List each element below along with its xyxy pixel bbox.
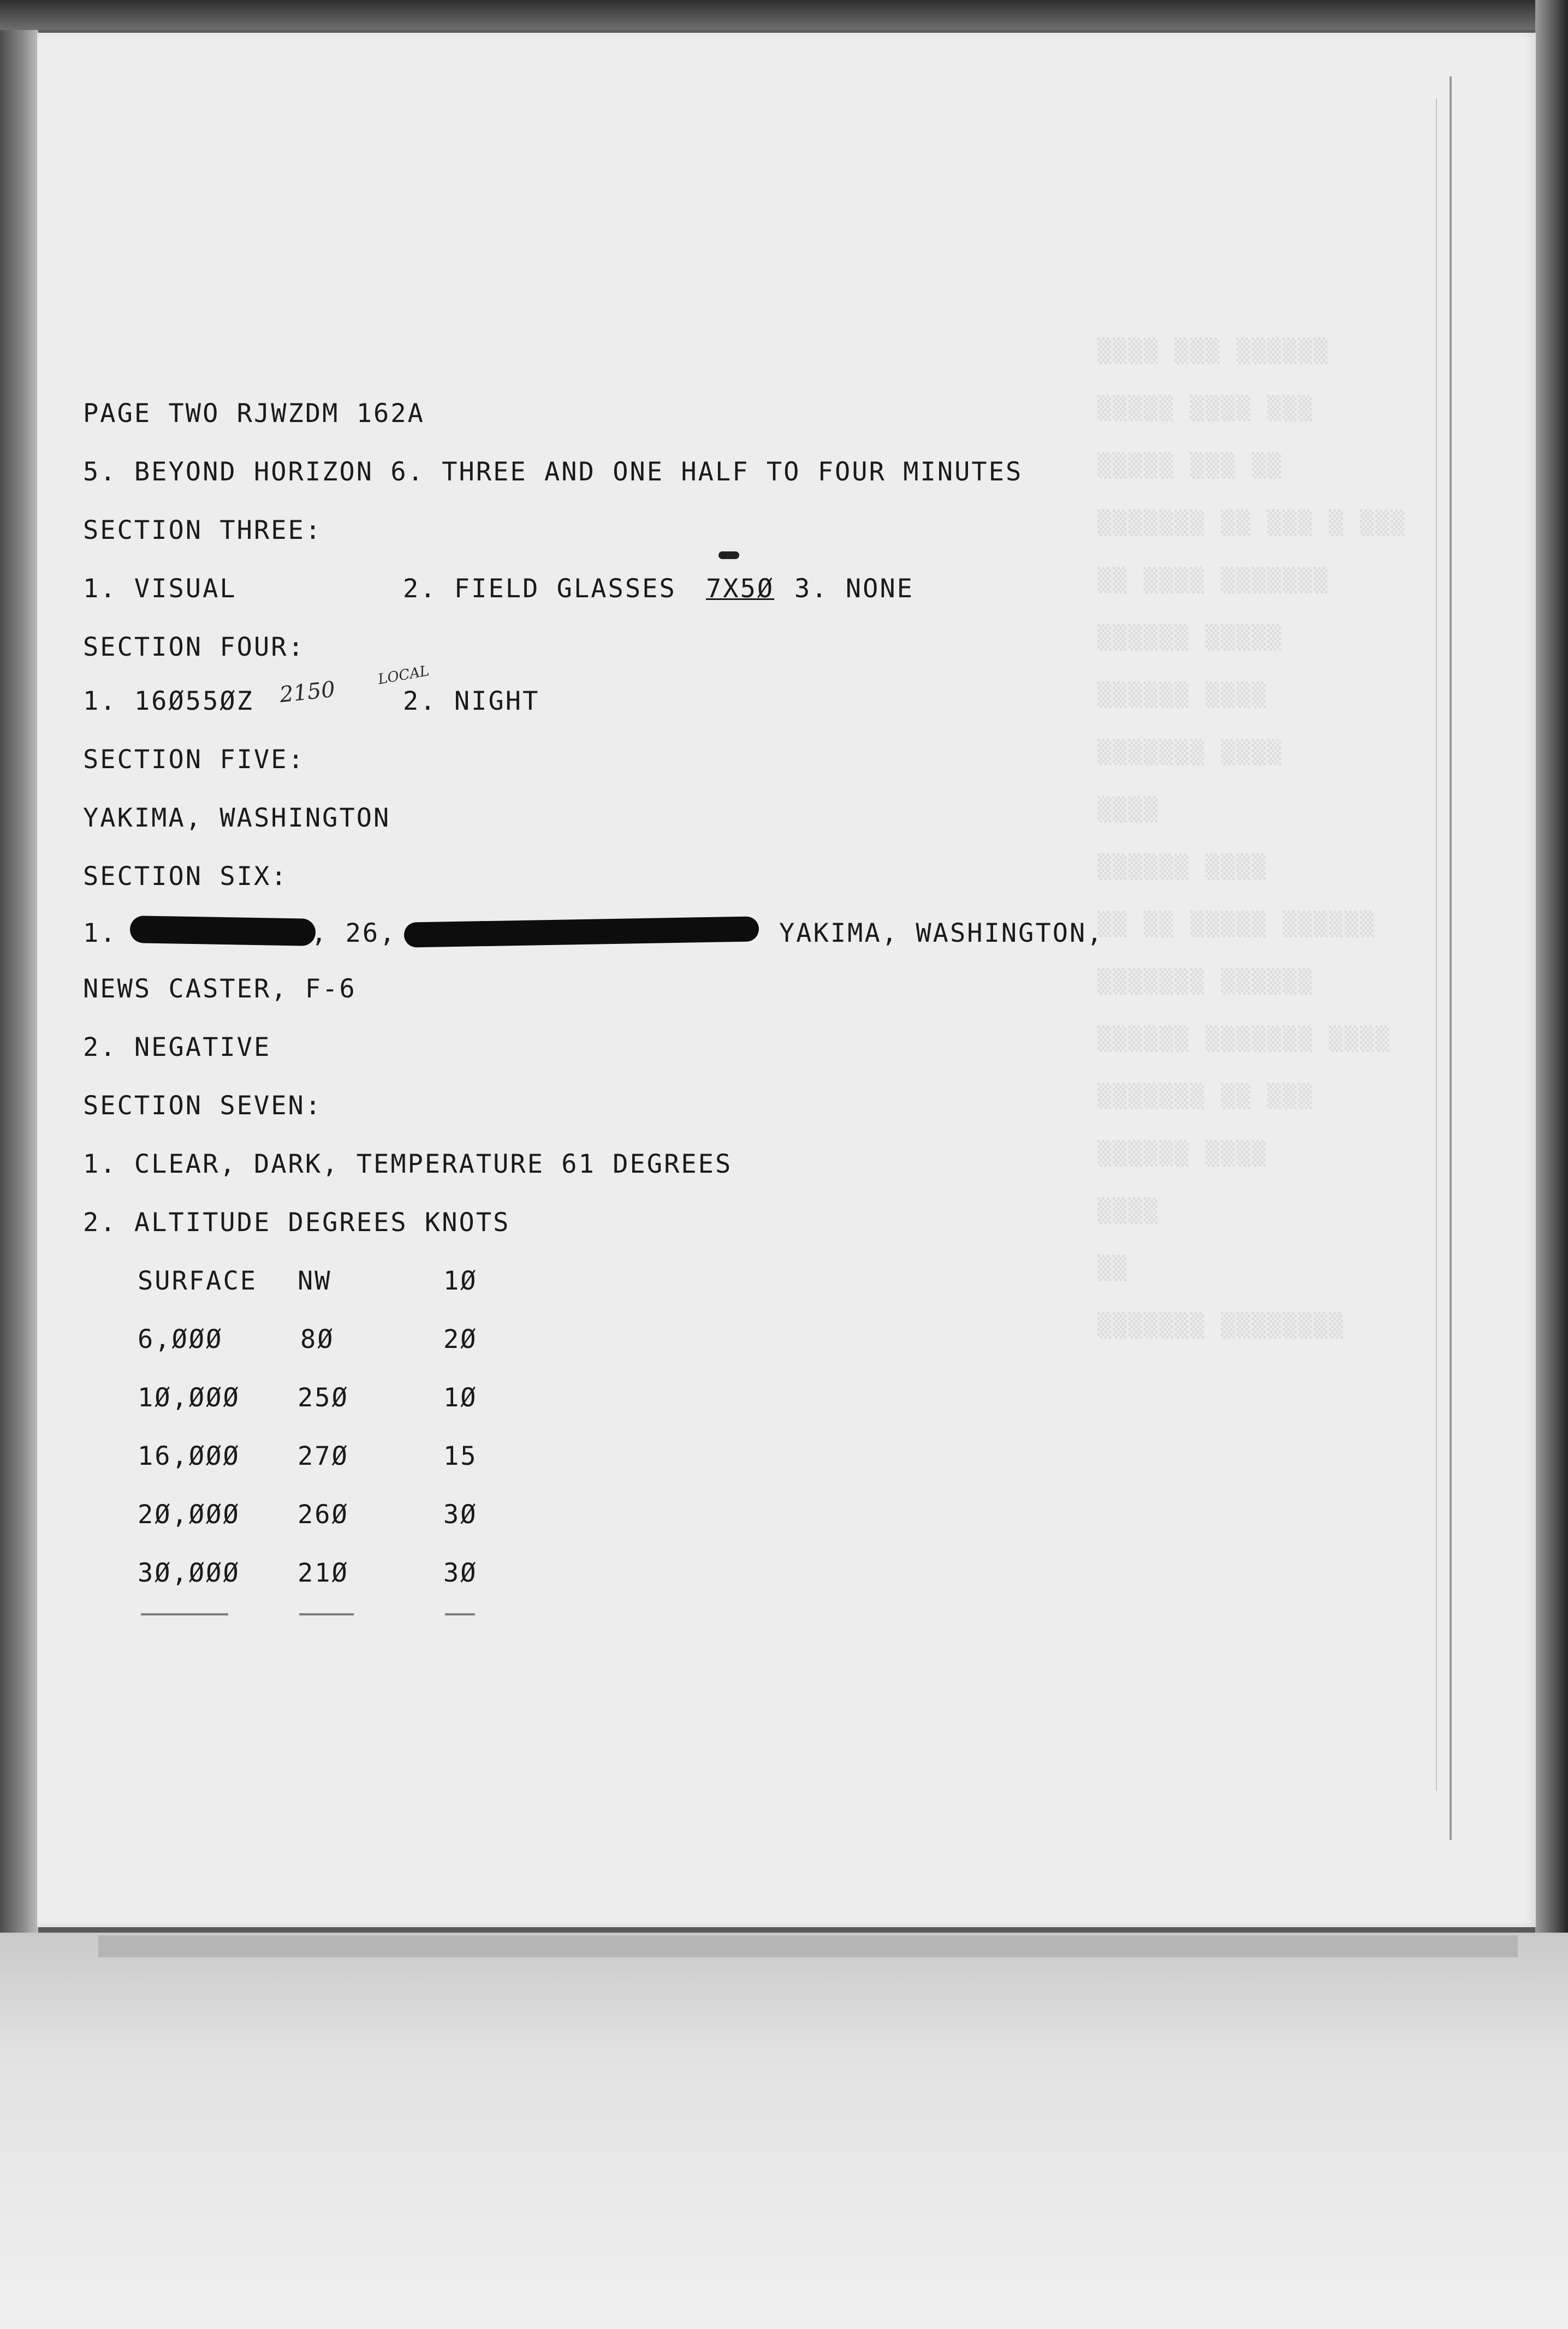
- s3-item-2-value: 7X5Ø: [706, 574, 775, 604]
- redaction-name: [130, 916, 316, 946]
- section-five-heading: SECTION FIVE:: [83, 745, 305, 775]
- s6-item-1-number: 1.: [83, 918, 117, 948]
- row-degrees: NW: [298, 1266, 332, 1296]
- row-knots: 1Ø: [443, 1266, 478, 1296]
- row-altitude: 16,ØØØ: [138, 1441, 240, 1471]
- section-seven-heading: SECTION SEVEN:: [83, 1091, 323, 1121]
- row-knots: 1Ø: [443, 1383, 478, 1413]
- s3-item-2-prefix: 2. FIELD GLASSES: [403, 574, 676, 604]
- scan-bottom-margin: [0, 1933, 1568, 2329]
- row-altitude: 6,ØØØ: [138, 1324, 223, 1354]
- cutoff-row-fragment: [445, 1613, 475, 1615]
- row-degrees: 27Ø: [298, 1441, 349, 1471]
- s5-location: YAKIMA, WASHINGTON: [83, 803, 391, 833]
- row-altitude: 1Ø,ØØØ: [138, 1383, 240, 1413]
- row-degrees: 8Ø: [300, 1324, 335, 1354]
- handwritten-local-time: 2150: [278, 676, 336, 708]
- s6-item-1-age: , 26,: [311, 918, 397, 948]
- section-six-heading: SECTION SIX:: [83, 862, 288, 892]
- cutoff-row-fragment: [141, 1613, 228, 1615]
- s7-item-2: 2. ALTITUDE DEGREES KNOTS: [83, 1208, 510, 1238]
- s4-item-1: 1. 16Ø55ØZ: [83, 686, 254, 716]
- row-altitude: SURFACE: [138, 1266, 258, 1296]
- ink-mark: [718, 551, 739, 559]
- row-knots: 15: [443, 1441, 478, 1471]
- section-four-heading: SECTION FOUR:: [83, 632, 305, 662]
- row-knots: 3Ø: [443, 1500, 478, 1530]
- row-knots: 2Ø: [443, 1324, 478, 1354]
- row-knots: 3Ø: [443, 1558, 478, 1588]
- cutoff-row-fragment: [299, 1613, 354, 1615]
- row-degrees: 26Ø: [298, 1500, 349, 1530]
- scan-top-edge: [0, 0, 1568, 30]
- sheet-shadow: [98, 1935, 1518, 1957]
- s3-item-1: 1. VISUAL: [83, 574, 237, 604]
- section-three-heading: SECTION THREE:: [83, 515, 323, 545]
- row-degrees: 25Ø: [298, 1383, 349, 1413]
- s6-item-1-location: YAKIMA, WASHINGTON,: [779, 918, 1104, 948]
- bleed-through-texture: ▒▒▒▒ ▒▒▒ ▒▒▒▒▒▒ ▒▒▒▒▒ ▒▒▒▒ ▒▒▒ ▒▒▒▒▒ ▒▒▒ ▒▒ ▒▒▒▒▒▒▒ ▒▒ ▒▒▒ ▒ ▒▒▒ ▒▒ ▒▒▒▒ ▒▒▒▒▒▒▒ ▒▒▒▒▒▒ ▒▒▒▒▒ ▒▒▒▒▒▒ ▒▒▒▒ ▒▒▒▒▒▒▒ ▒▒▒▒ ▒▒▒▒ ▒▒▒▒▒▒ ▒▒▒▒ ▒▒ ▒▒ ▒▒▒▒▒ ▒▒▒▒▒▒ ▒▒▒▒▒▒▒ ▒▒▒▒▒▒ ▒▒▒▒▒▒ ▒▒▒▒▒▒▒ ▒▒▒▒ ▒▒▒▒▒▒▒ ▒▒ ▒▒▒ ▒▒▒▒▒▒ ▒▒▒▒ ▒▒▒▒ ▒▒ ▒▒▒▒▒▒▒ ▒▒▒▒▒▒▒▒: [1097, 337, 1406, 1339]
- row-altitude: 3Ø,ØØØ: [138, 1558, 240, 1588]
- item-5-6: 5. BEYOND HORIZON 6. THREE AND ONE HALF TO FOUR MINUTES: [83, 457, 1023, 487]
- s7-item-1: 1. CLEAR, DARK, TEMPERATURE 61 DEGREES: [83, 1149, 733, 1179]
- s6-item-2: 2. NEGATIVE: [83, 1032, 271, 1062]
- s3-item-3: 3. NONE: [794, 574, 914, 604]
- s6-occupation: NEWS CASTER, F-6: [83, 974, 357, 1004]
- handwritten-local-label: LOCAL: [377, 663, 431, 688]
- row-altitude: 2Ø,ØØØ: [138, 1500, 240, 1530]
- page-header: PAGE TWO RJWZDM 162A: [83, 399, 425, 429]
- row-degrees: 21Ø: [298, 1558, 349, 1588]
- s4-item-2: 2. NIGHT: [403, 686, 540, 716]
